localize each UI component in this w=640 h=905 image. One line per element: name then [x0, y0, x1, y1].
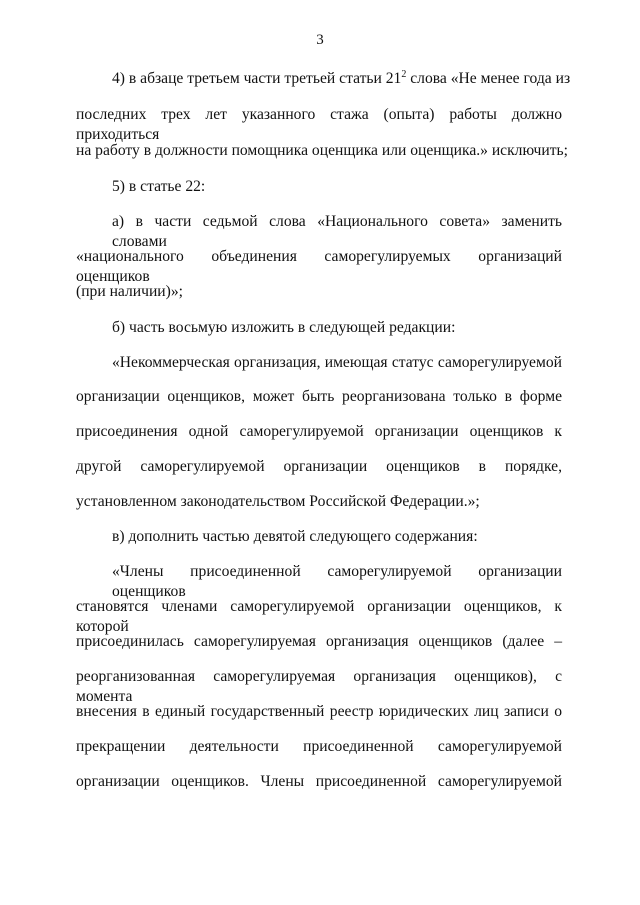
text-line: «Члены присоединенной саморегулируемой организации оценщиков: [112, 563, 562, 600]
text-line-part: 4) в абзаце третьем части третьей статьи 21: [112, 70, 402, 87]
text-line: внесения в единый государственный реестр юридических лиц записи о: [76, 703, 562, 720]
superscript: 2: [401, 68, 407, 80]
text-line: [112, 68, 571, 89]
text-line: установленном законодательством Российской Федерации.»;: [76, 493, 480, 510]
text-line: «Некоммерческая организация, имеющая статус саморегулируемой: [112, 354, 562, 371]
text-line: присоединения одной саморегулируемой организации оценщиков к: [76, 423, 562, 440]
text-line: прекращении деятельности присоединенной саморегулируемой: [76, 738, 562, 755]
text-line: 5) в статье 22:: [112, 178, 206, 195]
text-line-part: слова «Не менее года из: [406, 70, 571, 87]
text-line: в) дополнить частью девятой следующего содержания:: [112, 528, 478, 545]
text-line: становятся членами саморегулируемой организации оценщиков, к которой: [76, 598, 562, 635]
text-line: а) в части седьмой слова «Национального совета» заменить словами: [112, 213, 562, 250]
text-line: последних трех лет указанного стажа (опыта) работы должно приходиться: [76, 106, 562, 143]
page-number: 3: [316, 32, 324, 48]
text-line: другой саморегулируемой организации оценщиков в порядке,: [76, 458, 562, 475]
text-line: присоединилась саморегулируемая организация оценщиков (далее –: [76, 633, 562, 650]
text-line: б) часть восьмую изложить в следующей редакции:: [112, 319, 456, 336]
text-line: «национального объединения саморегулируемых организаций оценщиков: [76, 248, 562, 285]
text-line: на работу в должности помощника оценщика или оценщика.» исключить;: [76, 142, 568, 159]
text-line: организации оценщиков. Члены присоединенной саморегулируемой: [76, 773, 562, 790]
text-line: организации оценщиков, может быть реорганизована только в форме: [76, 388, 562, 405]
text-line: реорганизованная саморегулируемая организация оценщиков), с момента: [76, 668, 562, 705]
text-line: (при наличии)»;: [76, 283, 183, 300]
